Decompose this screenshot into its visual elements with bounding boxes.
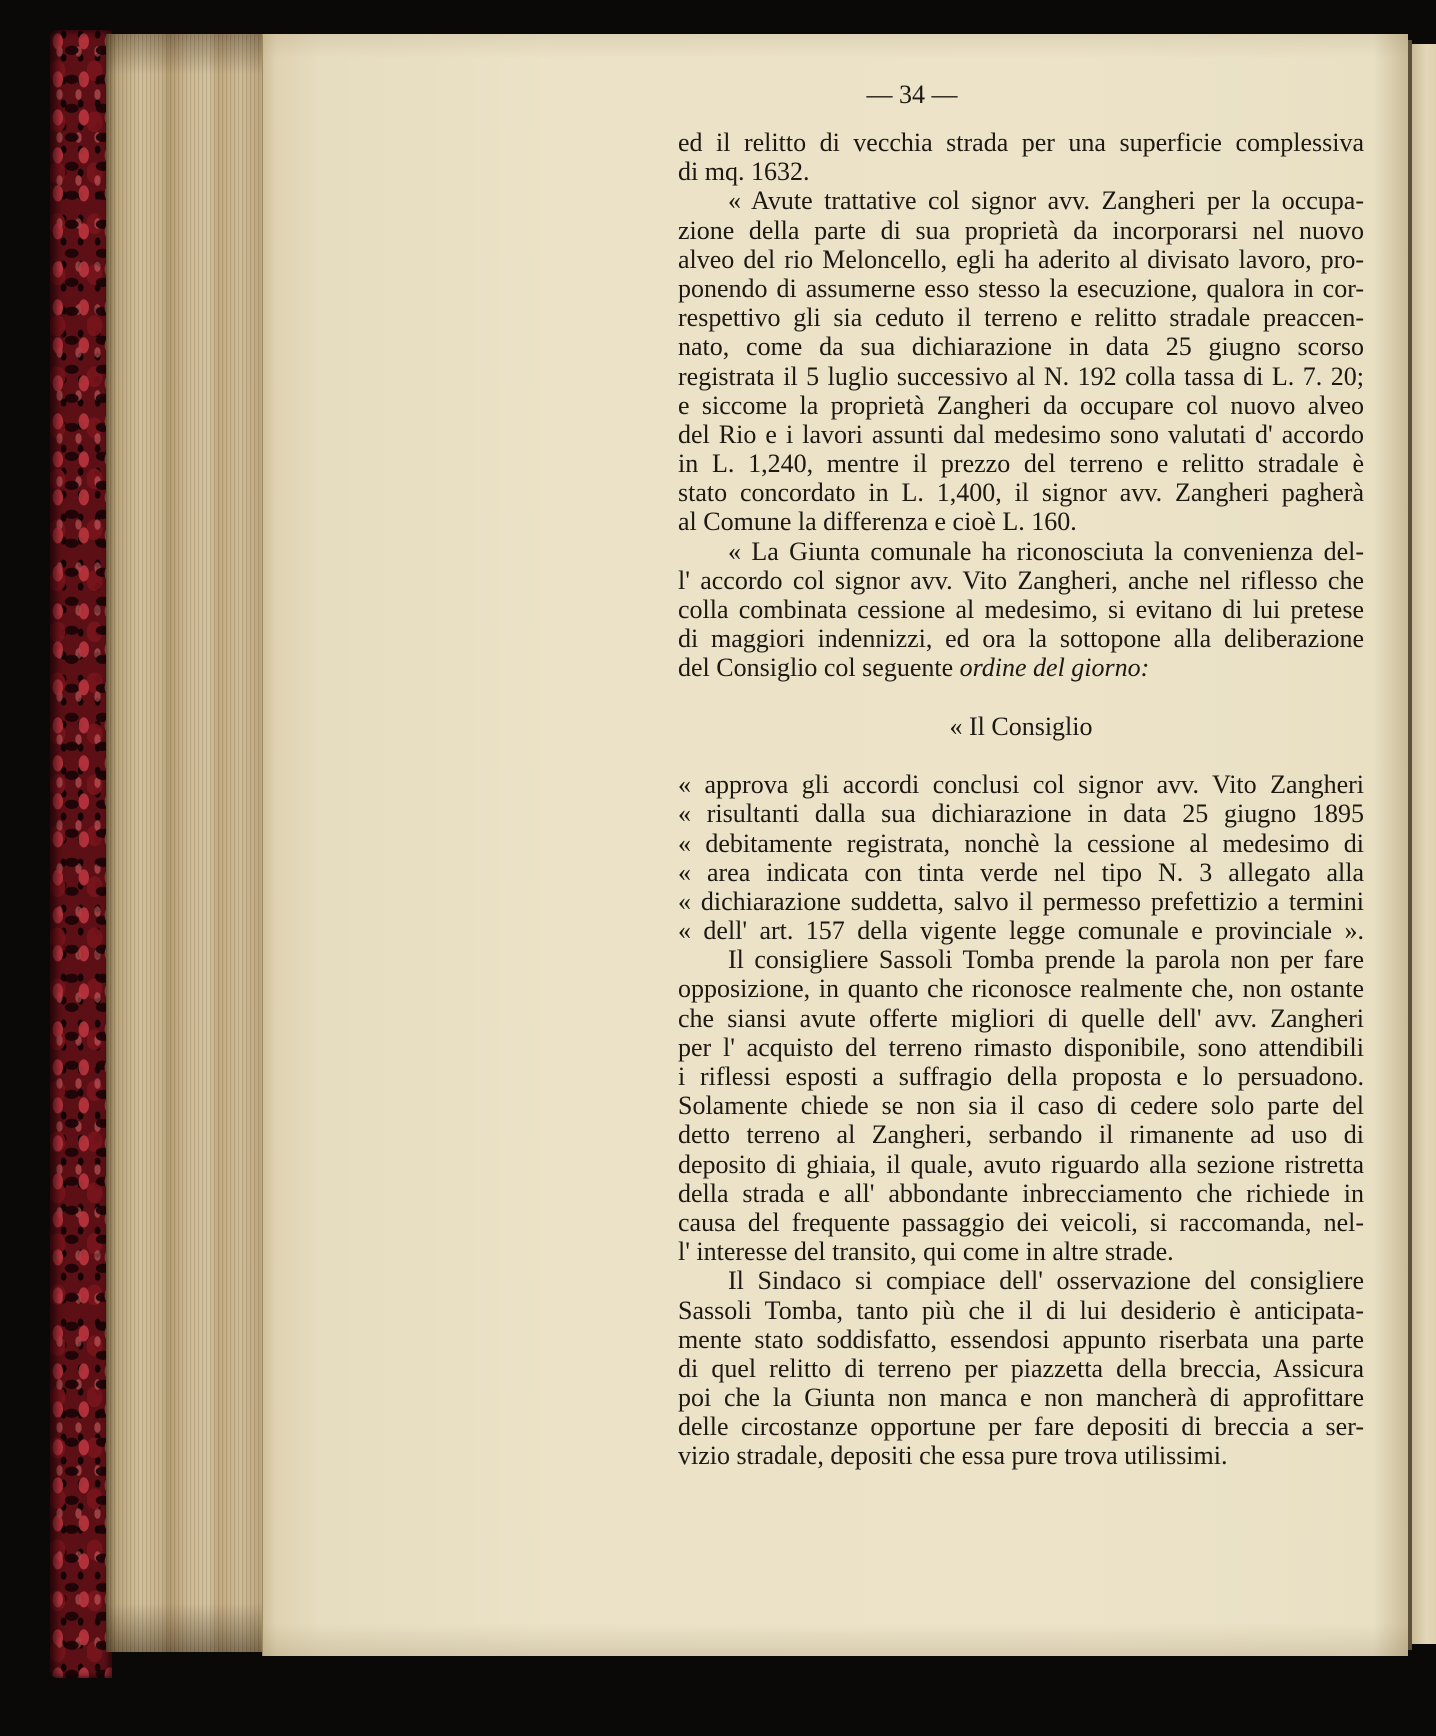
text-line: del Rio e i lavori assunti dal medesimo sono valutati d' accordo [678,419,1364,449]
text-line: che siansi avute offerte migliori di quelle dell' avv. Zangheri [678,1003,1364,1033]
text-line: e siccome la proprietà Zangheri da occupare col nuovo alveo [678,390,1364,420]
paragraph [678,186,1364,536]
text-line: « Avute trattative col signor avv. Zangheri per la occupa- [728,186,1364,216]
text-line: di mq. 1632. [678,157,810,187]
text-line: alveo del rio Meloncello, egli ha aderito al divisato lavoro, pro- [678,244,1364,274]
text-line: Solamente chiede se non sia il caso di cedere solo parte del [678,1091,1364,1121]
text-block [678,128,1364,1471]
text-line: mente stato soddisfatto, essendosi appunto riserbata una parte [678,1324,1364,1354]
text-line: colla combinata cessione al medesimo, si evitano di lui pretese [678,595,1364,624]
text-line: causa del frequente passaggio dei veicoli, si raccomanda, nel- [678,1207,1364,1237]
text-line [678,653,1364,682]
text-line: zione della parte di sua proprietà da incorporarsi nel nuovo [678,215,1364,245]
facing-page-edge [1412,44,1436,1644]
page-number: — 34 — [866,80,958,109]
text-line: « dell' art. 157 della vigente legge comunale e provinciale ». [678,916,1364,946]
text-line-roman: del Consiglio col seguente [678,653,954,683]
book-binding [50,30,112,1678]
paragraph [678,537,1364,683]
text-line-italic: ordine del giorno: [959,653,1150,683]
text-line: per l' acquisto del terreno rimasto disponibile, sono attendibili [678,1032,1364,1062]
text-line: « approva gli accordi conclusi col signor avv. Vito Zangheri [678,770,1364,800]
text-line: « debitamente registrata, nonchè la cessione al medesimo di [678,828,1364,858]
text-line: ponendo di assumerne esso stesso la esecuzione, qualora in cor- [678,273,1364,303]
text-line: i riflessi esposti a suffragio della proposta e lo persuadono. [678,1062,1364,1091]
page [262,34,1408,1656]
paragraph [678,1266,1364,1470]
text-line: Sassoli Tomba, tanto più che il di lui desiderio è anticipata- [678,1295,1364,1325]
motion-heading: « Il Consiglio [949,711,1093,741]
paragraph [678,945,1364,1266]
blank-line [678,741,1364,770]
page-edges [106,34,262,1652]
text-line: delle circostanze opportune per fare depositi di breccia a ser- [678,1412,1364,1442]
text-line: vizio stradale, depositi che essa pure trova utilissimi. [678,1441,1228,1471]
text-line: ed il relitto di vecchia strada per una superficie complessiva [678,128,1364,157]
text-line: « risultanti dalla sua dichiarazione in data 25 giugno 1895 [678,799,1364,829]
text-line: di maggiori indennizzi, ed ora la sottopone alla deliberazione [678,624,1364,654]
text-line: l' accordo col signor avv. Vito Zangheri, anche nel riflesso che [678,565,1364,595]
text-line: Il Sindaco si compiace dell' osservazione del consigliere [728,1266,1364,1296]
text-line: deposito di ghiaia, il quale, avuto riguardo alla sezione ristretta [678,1149,1364,1179]
blank-line [678,683,1364,712]
text-line: di quel relitto di terreno per piazzetta della breccia, Assicura [678,1353,1364,1383]
text-line: poi che la Giunta non manca e non mancherà di approfittare [678,1383,1364,1413]
text-line: in L. 1,240, mentre il prezzo del terreno e relitto stradale è [678,449,1364,479]
text-line: della strada e all' abbondante inbrecciamento che richiede in [678,1178,1364,1208]
text-line: detto terreno al Zangheri, serbando il rimanente ad uso di [678,1120,1364,1150]
text-line: registrata il 5 luglio successivo al N. 192 colla tassa di L. 7. 20; [678,361,1364,391]
text-line: « La Giunta comunale ha riconosciuta la convenienza del- [728,536,1364,566]
text-line: al Comune la differenza e cioè L. 160. [678,507,1077,537]
paragraph [678,128,1364,186]
text-line: stato concordato in L. 1,400, il signor avv. Zangheri pagherà [678,478,1364,508]
text-line: opposizione, in quanto che riconosce realmente che, non ostante [678,974,1364,1004]
text-line: « area indicata con tinta verde nel tipo N. 3 allegato alla [678,857,1364,887]
text-line: nato, come da sua dichiarazione in data 25 giugno scorso [678,332,1364,362]
motion-text [678,770,1364,945]
text-line: l' interesse del transito, qui come in altre strade. [678,1237,1174,1267]
text-line: Il consigliere Sassoli Tomba prende la parola non per fare [728,945,1364,975]
text-line: « dichiarazione suddetta, salvo il permesso prefettizio a termini [678,886,1364,916]
text-line: respettivo gli sia ceduto il terreno e relitto stradale preaccen- [678,303,1364,333]
